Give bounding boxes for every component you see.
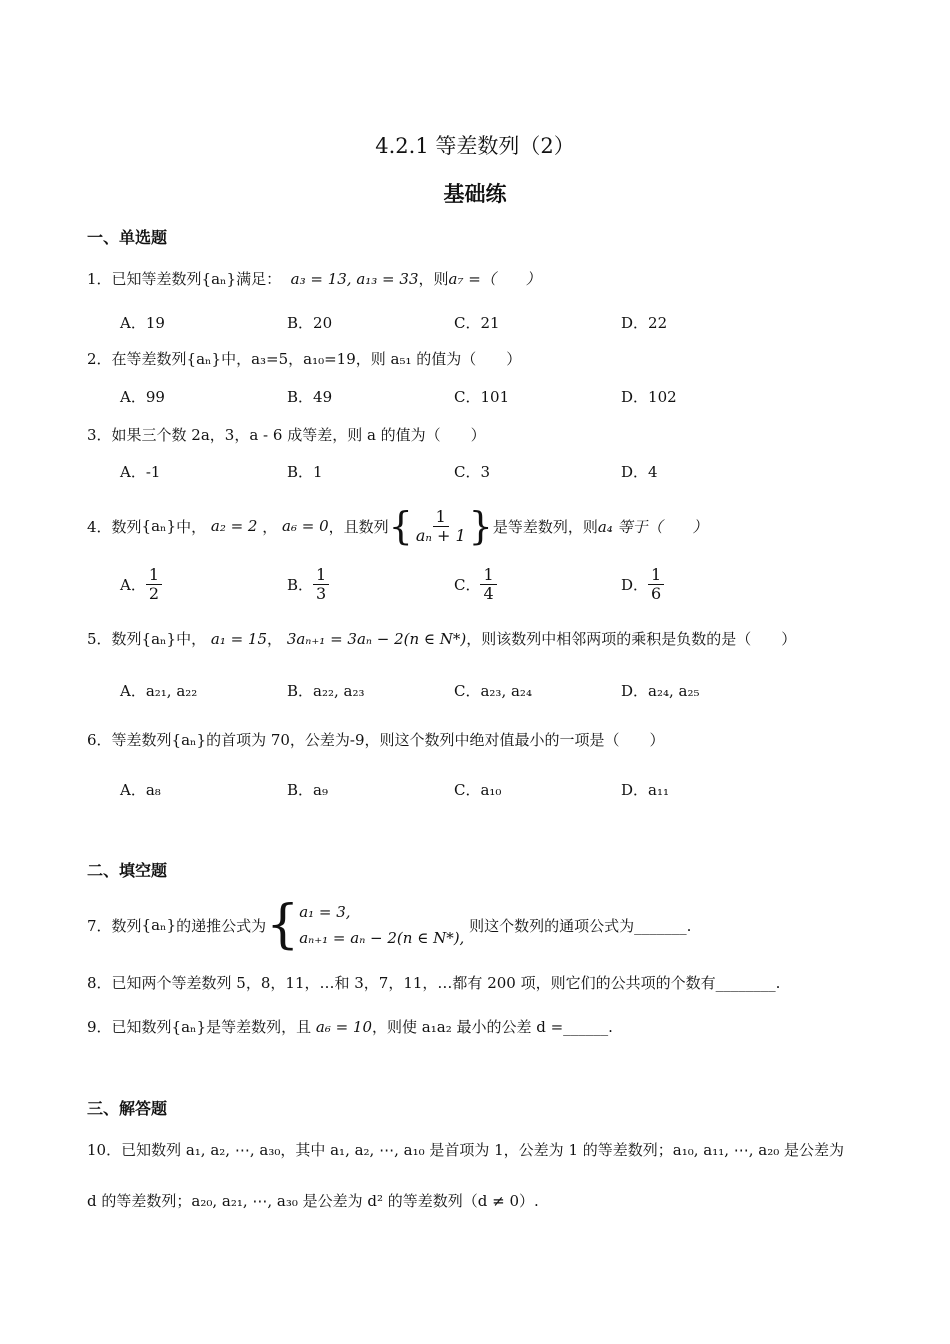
question-10-line-2: d 的等差数列；a₂₀, a₂₁, ⋯, a₃₀ 是公差为 d² 的等差数列（d ≠ 0）.	[87, 1192, 539, 1210]
q4-condition-1: a₂ = 2	[210, 517, 258, 535]
q1-prefix: 1．已知等差数列	[87, 270, 202, 288]
q7-middle: 的递推公式为	[176, 916, 267, 935]
question-4: 4．数列 {aₙ} 中， a₂ = 2 ， a₆ = 0 ，且数列 { $\frac{1}{\text{aₙ + 1}}$ } 是等差数列，则 a₄ 等于（ ）	[87, 504, 708, 548]
q3-option-b[interactable]: B．1	[287, 463, 323, 481]
q6-option-b[interactable]: B．a₉	[287, 781, 328, 799]
q2-option-c[interactable]: C．101	[454, 388, 510, 406]
question-8: 8．已知两个等差数列 5，8，11，…和 3，7，11，…都有 200 项，则它们的公共项的个数有________.	[87, 974, 781, 992]
q6-post: 的首项为 70，公差为-9，则这个数列中绝对值最小的一项是（ ）	[206, 731, 665, 749]
q7-line-1: a₁ = 3,	[299, 903, 351, 921]
q4-condition-2: a₆ = 0	[282, 517, 329, 535]
q4-frac-den: aₙ + 1	[415, 525, 466, 545]
q4-left-brace: {	[388, 504, 413, 548]
q6-option-a[interactable]: A．a₈	[120, 781, 161, 799]
q1-condition: a₃ = 13, a₁₃ = 33	[290, 270, 419, 288]
section-heading-fill-in: 二、填空题	[87, 861, 168, 880]
question-9	[87, 1016, 613, 1037]
q5-condition-1: a₁ = 15	[210, 630, 268, 648]
q3-option-d[interactable]: D．4	[621, 463, 658, 481]
section-heading-answer: 三、解答题	[87, 1099, 168, 1118]
q1-ask: a₇ =（ ）	[448, 270, 541, 288]
q2-option-a[interactable]: A．99	[120, 388, 165, 406]
q5-option-c[interactable]: C．a₂₃, a₂₄	[454, 682, 532, 700]
question-2: 2．在等差数列{aₙ}中，a₃=5，a₁₀=19，则 a₅₁ 的值为（ ）	[87, 350, 522, 368]
q2-option-b[interactable]: B．49	[287, 388, 333, 406]
q2-option-d[interactable]: D．102	[621, 388, 677, 406]
q4-middle: 中，	[176, 517, 207, 536]
q1-option-c[interactable]: C．21	[454, 314, 500, 332]
q1-option-a[interactable]: A．19	[120, 314, 165, 332]
q4-prefix: 4．数列	[87, 517, 142, 536]
page-title: 4.2.1 等差数列（2）	[375, 134, 575, 158]
q6-prefix: 6．等差数列	[87, 731, 172, 749]
q4-sequence: {aₙ}	[141, 517, 177, 535]
q5-sequence: {aₙ}	[141, 630, 177, 648]
q7-prefix: 7．数列	[87, 916, 142, 935]
q9-post: ，则使 a₁a₂ 最小的公差 d =______.	[372, 1018, 613, 1036]
q4-ask: a₄ 等于（ ）	[597, 517, 708, 536]
question-1	[87, 268, 541, 289]
q1-option-d[interactable]: D．22	[621, 314, 668, 332]
q1-option-b[interactable]: B．20	[287, 314, 333, 332]
q6-sequence: {aₙ}	[171, 731, 207, 749]
q6-option-d[interactable]: D．a₁₁	[621, 781, 669, 799]
question-6	[87, 729, 665, 750]
q5-post: ，则该数列中相邻两项的乘积是负数的是（ ）	[466, 630, 797, 648]
q4-frac-num: 1	[433, 508, 449, 527]
q9-condition: a₆ = 10	[315, 1018, 373, 1036]
q9-prefix: 9．已知数列	[87, 1018, 172, 1036]
q9-middle: 是等差数列，且	[206, 1018, 312, 1036]
q1-post: ，则	[418, 270, 449, 288]
q9-sequence: {aₙ}	[171, 1018, 207, 1036]
q1-middle: 满足：	[236, 270, 282, 288]
q4-option-c[interactable]: C． $\frac{1}{4}$	[454, 566, 497, 603]
section-heading-single-choice: 一、单选题	[87, 228, 168, 247]
q4-option-b[interactable]: B． $\frac{1}{3}$	[287, 566, 329, 603]
q4-option-d[interactable]: D． $\frac{1}{6}$	[621, 566, 664, 603]
q5-condition-2: 3aₙ₊₁ = 3aₙ − 2(n ∈ N*)	[286, 630, 467, 648]
q5-option-a[interactable]: A．a₂₁, a₂₂	[120, 682, 198, 700]
q5-middle: 中，	[176, 630, 207, 648]
question-5: 5．数列{aₙ}中， a₁ = 15， 3aₙ₊₁ = 3aₙ − 2(n ∈ N*)，则该数列中相邻两项的乘积是负数的是（ ）	[87, 630, 797, 648]
q4-middle-2: ，且数列	[328, 517, 389, 536]
q7-line-2: aₙ₊₁ = aₙ − 2(n ∈ N*),	[299, 929, 465, 947]
question-10-line-1: 10．已知数列 a₁, a₂, ⋯, a₃₀，其中 a₁, a₂, ⋯, a₁₀ 是首项为 1，公差为 1 的等差数列；a₁₀, a₁₁, ⋯, a₂₀ 是公差为	[87, 1141, 845, 1159]
q7-system	[299, 899, 464, 951]
q4-post: 是等差数列，则	[492, 517, 598, 536]
q4-right-brace: }	[468, 504, 493, 548]
q4-fraction	[413, 508, 469, 545]
q3-option-c[interactable]: C．3	[454, 463, 491, 481]
q3-option-a[interactable]: A．-1	[120, 463, 161, 481]
q5-option-b[interactable]: B．a₂₂, a₂₃	[287, 682, 365, 700]
q5-option-d[interactable]: D．a₂₄, a₂₅	[621, 682, 700, 700]
page-subtitle: 基础练	[443, 181, 507, 206]
q7-post: 则这个数列的通项公式为_______.	[469, 916, 692, 935]
question-7	[87, 896, 691, 954]
q6-option-c[interactable]: C．a₁₀	[454, 781, 502, 799]
q1-sequence: {aₙ}	[201, 270, 237, 288]
q7-system-brace: {	[266, 895, 300, 955]
question-3: 3．如果三个数 2a，3，a - 6 成等差，则 a 的值为（ ）	[87, 426, 486, 444]
q7-sequence: {aₙ}	[141, 916, 177, 934]
q5-prefix: 5．数列	[87, 630, 142, 648]
q4-option-a[interactable]: A． $\frac{1}{2}$	[120, 566, 162, 603]
